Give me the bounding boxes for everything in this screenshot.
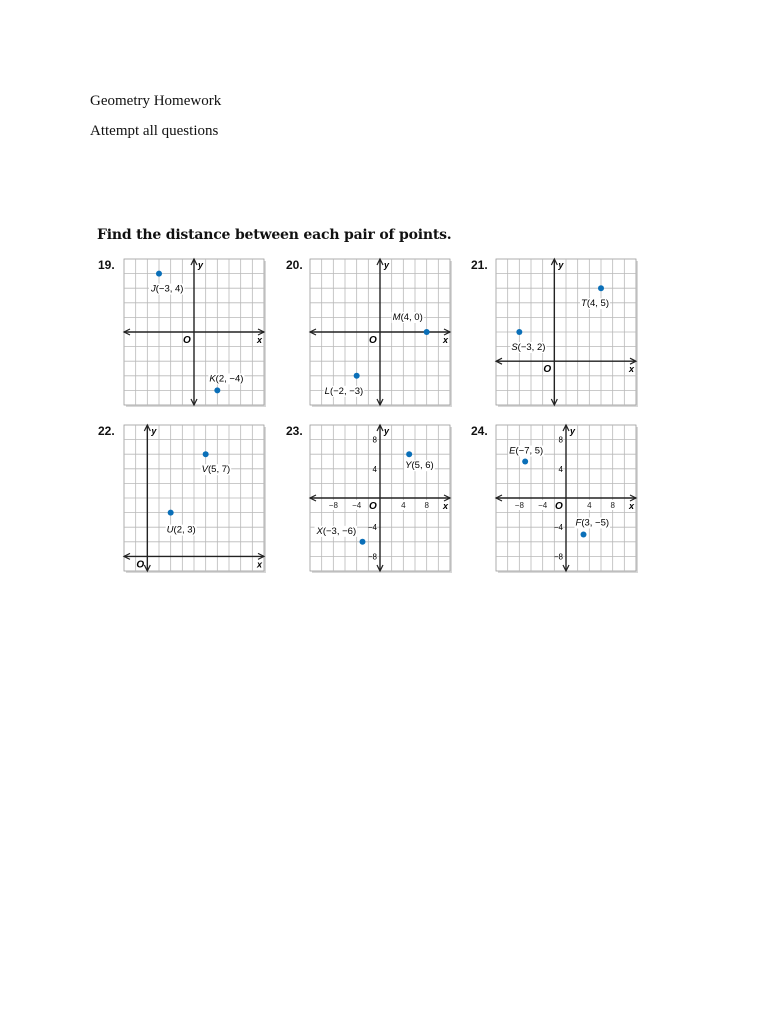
y-axis-label: y [384,426,390,436]
point-label: Y(5, 6) [405,460,434,472]
y-axis-label: y [558,260,564,270]
point-marker [360,539,366,545]
origin-label: O [369,501,377,512]
point-marker [168,510,174,516]
point-label: V(5, 7) [201,464,231,476]
point-marker [354,373,360,379]
x-axis-label: x [629,364,635,375]
coordinate-graph [310,259,450,405]
tick-label: −8 [514,501,524,510]
point-label: K(2, −4) [209,373,244,385]
origin-label: O [136,559,145,571]
x-axis-label: x [257,559,263,570]
tick-label: −4 [352,501,362,510]
point-marker [214,387,220,393]
tick-label: −8 [367,552,377,562]
tick-label: 4 [372,464,377,474]
instructions: Find the distance between each pair of points. [97,227,452,243]
y-axis-label: y [384,260,390,270]
coordinate-graph [124,425,264,571]
problem-number: 23. [286,424,303,438]
y-axis-label: y [570,426,576,436]
problem-number: 22. [98,424,115,438]
point-label: L(−2, −3) [324,385,364,397]
point-marker [598,285,604,291]
problem-number: 19. [98,258,115,272]
y-axis-label: y [198,260,204,270]
point-marker [424,329,430,335]
point-label: J(−3, 4) [151,283,184,295]
tick-label: 4 [587,501,592,510]
point-label: M(4, 0) [392,312,423,323]
coordinate-graph [310,425,450,571]
origin-label: O [555,501,563,512]
point-label: X(−3, −6) [316,525,357,537]
tick-label: 8 [558,435,563,445]
point-marker [522,459,528,465]
tick-label: −4 [553,523,563,533]
point-label: E(−7, 5) [509,445,544,457]
problem-number: 20. [286,258,303,272]
problem-number: 24. [471,424,488,438]
origin-label: O [369,335,377,346]
origin-label: O [543,364,552,376]
tick-label: −4 [538,501,548,510]
document-subtitle: Attempt all questions [90,123,219,139]
point-label: U(2, 3) [166,524,196,536]
tick-label: 4 [558,464,563,474]
point-marker [581,532,587,538]
point-marker [203,451,209,457]
problem-number: 21. [471,258,488,272]
x-axis-label: x [443,501,449,511]
x-axis-label: x [257,335,263,345]
tick-label: 8 [610,501,615,510]
coordinate-graph [496,259,636,405]
point-marker [156,271,162,277]
tick-label: −8 [328,501,338,510]
point-marker [516,329,522,335]
x-axis-label: x [443,335,449,345]
x-axis-label: x [629,501,635,511]
point-label: T(4, 5) [581,298,609,310]
point-label: F(3, −5) [575,517,610,529]
tick-label: 4 [401,501,406,510]
tick-label: 8 [424,501,429,510]
point-label: S(−3, 2) [511,342,546,353]
coordinate-graph [496,425,636,571]
tick-label: 8 [372,435,377,445]
coordinate-graph [124,259,264,405]
y-axis-label: y [151,426,157,436]
origin-label: O [183,335,191,346]
tick-label: −8 [553,552,563,562]
document-title: Geometry Homework [90,93,222,109]
tick-label: −4 [367,523,377,533]
point-marker [406,451,412,457]
